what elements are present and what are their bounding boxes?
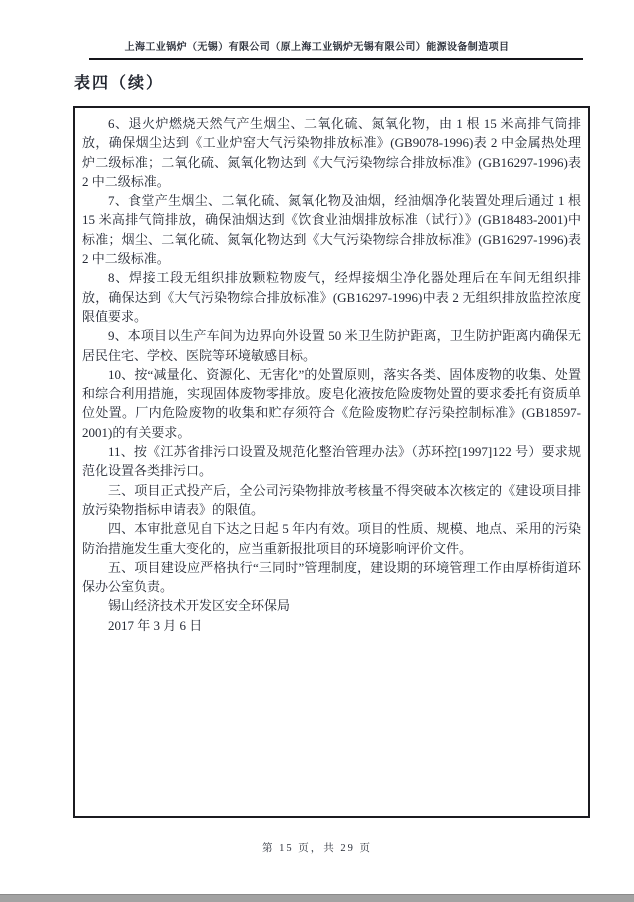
clause-4: 四、本审批意见自下达之日起 5 年内有效。项目的性质、规模、地点、采用的污染防治措施发生重大变化的，应当重新报批项目的环境影响评价文件。 xyxy=(82,521,581,556)
clause-7: 7、食堂产生烟尘、二氧化硫、氮氧化物及油烟，经油烟净化装置处理后通过 1 根 15 米高排气筒排放，确保油烟达到《饮食业油烟排放标准（试行）》(GB18483-2001)中标准；烟尘、二氧化硫、氮氧化物达到《大气污染物综合排放标准》(GB16297-1996)表 2 中二级标准。 xyxy=(82,193,581,267)
clause-10: 10、按“减量化、资源化、无害化”的处置原则，落实各类、固体废物的收集、处置和综合利用措施，实现固体废物零排放。废皂化液按危险废物处置的要求委托有资质单位处置。厂内危险废物的收集和贮存须符合《危险废物贮存污染控制标准》(GB18597-2001)的有关要求。 xyxy=(82,366,581,440)
scan-bottom-edge xyxy=(0,894,634,902)
clause-3: 三、项目正式投产后，全公司污染物排放考核量不得突破本次核定的《建设项目排放污染物指标申请表》的限值。 xyxy=(82,482,581,517)
approval-content-box xyxy=(73,106,590,818)
section-title: 表四（续） xyxy=(74,75,165,92)
issuing-authority: 锡山经济技术开发区安全环保局 xyxy=(108,598,291,614)
clause-9: 9、本项目以生产车间为边界向外设置 50 米卫生防护距离，卫生防护距离内确保无居民住宅、学校、医院等环境敏感目标。 xyxy=(82,328,581,363)
issue-date: 2017 年 3 月 6 日 xyxy=(108,617,203,633)
signature-block xyxy=(82,596,581,635)
clause-8: 8、焊接工段无组织排放颗粒物废气，经焊接烟尘净化器处理后在车间无组织排放，确保达到《大气污染物综合排放标准》(GB16297-1996)中表 2 无组织排放监控浓度限值要求。 xyxy=(82,270,581,324)
page-number-footer: 第 15 页，共 29 页 xyxy=(262,843,372,854)
clause-5: 五、项目建设应严格执行“三同时”管理制度，建设期的环境管理工作由厚桥街道环保办公室负责。 xyxy=(82,559,581,595)
page-header-title: 上海工业锅炉（无锡）有限公司（原上海工业锅炉无锡有限公司）能源设备制造项目 xyxy=(124,42,510,53)
header-divider-line xyxy=(89,58,583,60)
clause-6: 6、退火炉燃烧天然气产生烟尘、二氧化硫、氮氧化物，由 1 根 15 米高排气筒排放，确保烟尘达到《工业炉窑大气污染物排放标准》(GB9078-1996)表 2 中金属热处理炉二级标准；二氧化硫、氮氧化物达到《大气污染物综合排放标准》(GB16297-1996)表 2 中二级标准。 xyxy=(82,116,581,189)
clause-11: 11、按《江苏省排污口设置及规范化整治管理办法》（苏环控[1997]122 号）要求规范化设置各类排污口。 xyxy=(82,444,581,479)
